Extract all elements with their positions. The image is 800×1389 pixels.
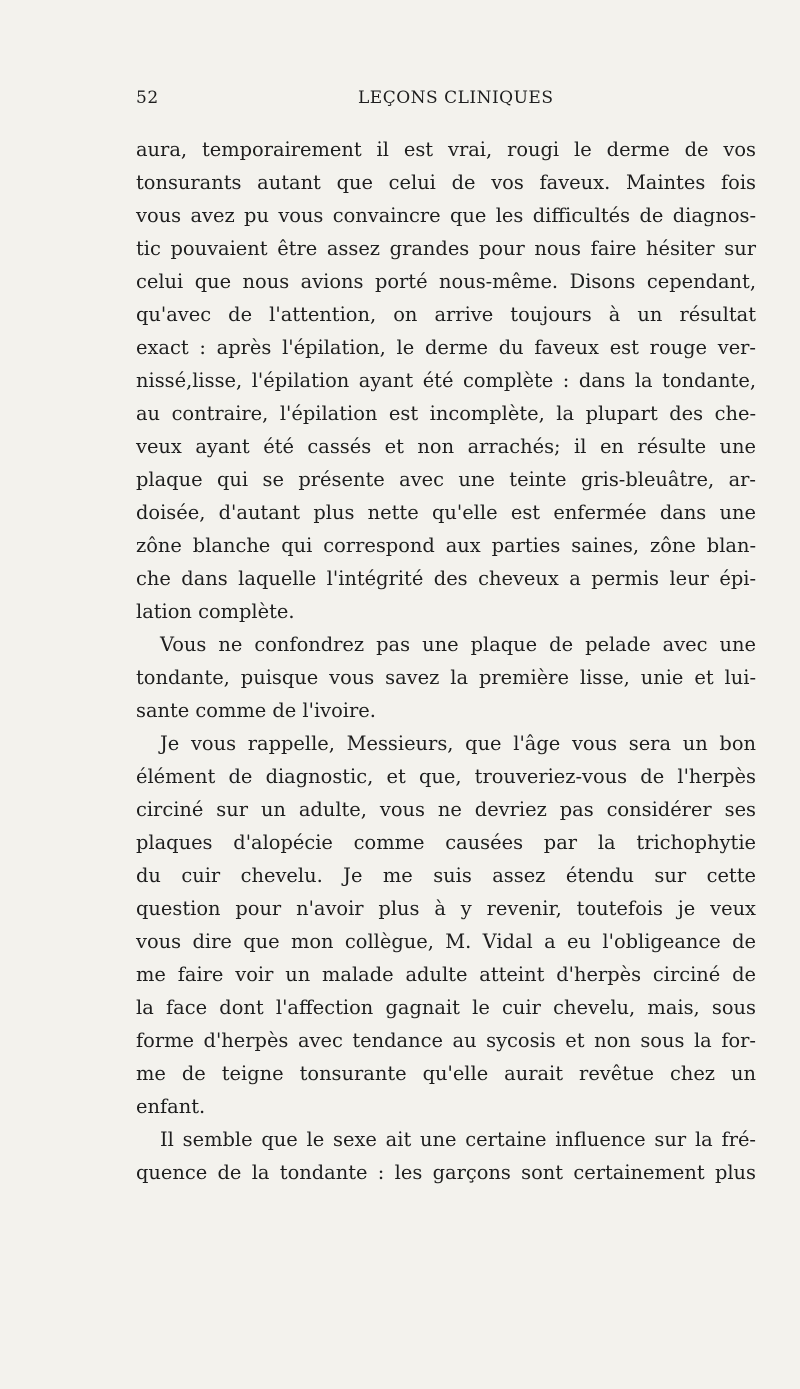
text-line: sante comme de l'ivoire. — [136, 699, 376, 722]
text-line: che dans laquelle l'intégrité des cheveux a permis leur épi- — [136, 567, 756, 590]
text-line: lation complète. — [136, 600, 295, 623]
text-line: Il semble que le sexe ait une certaine influence sur la fré- — [160, 1128, 756, 1151]
text-line: plaque qui se présente avec une teinte gris-bleuâtre, ar- — [136, 468, 756, 491]
text-line: tonsurants autant que celui de vos faveux. Maintes fois — [136, 171, 756, 194]
text-line: Vous ne confondrez pas une plaque de pelade avec une — [160, 633, 756, 656]
text-line: me faire voir un malade adulte atteint d'herpès circiné de — [136, 963, 756, 986]
text-line: question pour n'avoir plus à y revenir, toutefois je veux — [136, 897, 756, 920]
paragraph — [136, 727, 756, 1123]
text-line: tic pouvaient être assez grandes pour nous faire hésiter sur — [136, 237, 756, 260]
text-line: forme d'herpès avec tendance au sycosis et non sous la for- — [136, 1029, 756, 1052]
paragraph — [136, 1123, 756, 1189]
text-line: vous avez pu vous convaincre que les difficultés de diagnos- — [136, 204, 756, 227]
text-line: aura, temporairement il est vrai, rougi le derme de vos — [136, 138, 756, 161]
text-line: vous dire que mon collègue, M. Vidal a eu l'obligeance de — [136, 930, 756, 953]
text-line: circiné sur un adulte, vous ne devriez pas considérer ses — [136, 798, 756, 821]
text-line: au contraire, l'épilation est incomplète, la plupart des che- — [136, 402, 756, 425]
text-line: me de teigne tonsurante qu'elle aurait revêtue chez un — [136, 1062, 756, 1085]
running-head: LEÇONS CLINIQUES — [358, 88, 554, 108]
text-line: zône blanche qui correspond aux parties saines, zône blan- — [136, 534, 756, 557]
text-line: tondante, puisque vous savez la première lisse, unie et lui- — [136, 666, 756, 689]
paragraph — [136, 133, 756, 628]
text-line: élément de diagnostic, et que, trouveriez-vous de l'herpès — [136, 765, 756, 788]
text-line: veux ayant été cassés et non arrachés; il en résulte une — [136, 435, 756, 458]
text-line: exact : après l'épilation, le derme du faveux est rouge ver- — [136, 336, 756, 359]
text-line: quence de la tondante : les garçons sont certainement plus — [136, 1161, 756, 1184]
text-line: celui que nous avions porté nous-même. Disons cependant, — [136, 270, 756, 293]
text-line: Je vous rappelle, Messieurs, que l'âge vous sera un bon — [160, 732, 756, 755]
text-line: du cuir chevelu. Je me suis assez étendu sur cette — [136, 864, 756, 887]
page-header — [136, 88, 756, 112]
text-line: nissé,lisse, l'épilation ayant été complète : dans la tondante, — [136, 369, 756, 392]
text-line: la face dont l'affection gagnait le cuir chevelu, mais, sous — [136, 996, 756, 1019]
text-line: enfant. — [136, 1095, 206, 1118]
body-text — [136, 133, 756, 1189]
text-line: doisée, d'autant plus nette qu'elle est enfermée dans une — [136, 501, 756, 524]
text-line: qu'avec de l'attention, on arrive toujours à un résultat — [136, 303, 756, 326]
page-number: 52 — [136, 88, 159, 108]
paragraph — [136, 628, 756, 727]
text-line: plaques d'alopécie comme causées par la trichophytie — [136, 831, 756, 854]
